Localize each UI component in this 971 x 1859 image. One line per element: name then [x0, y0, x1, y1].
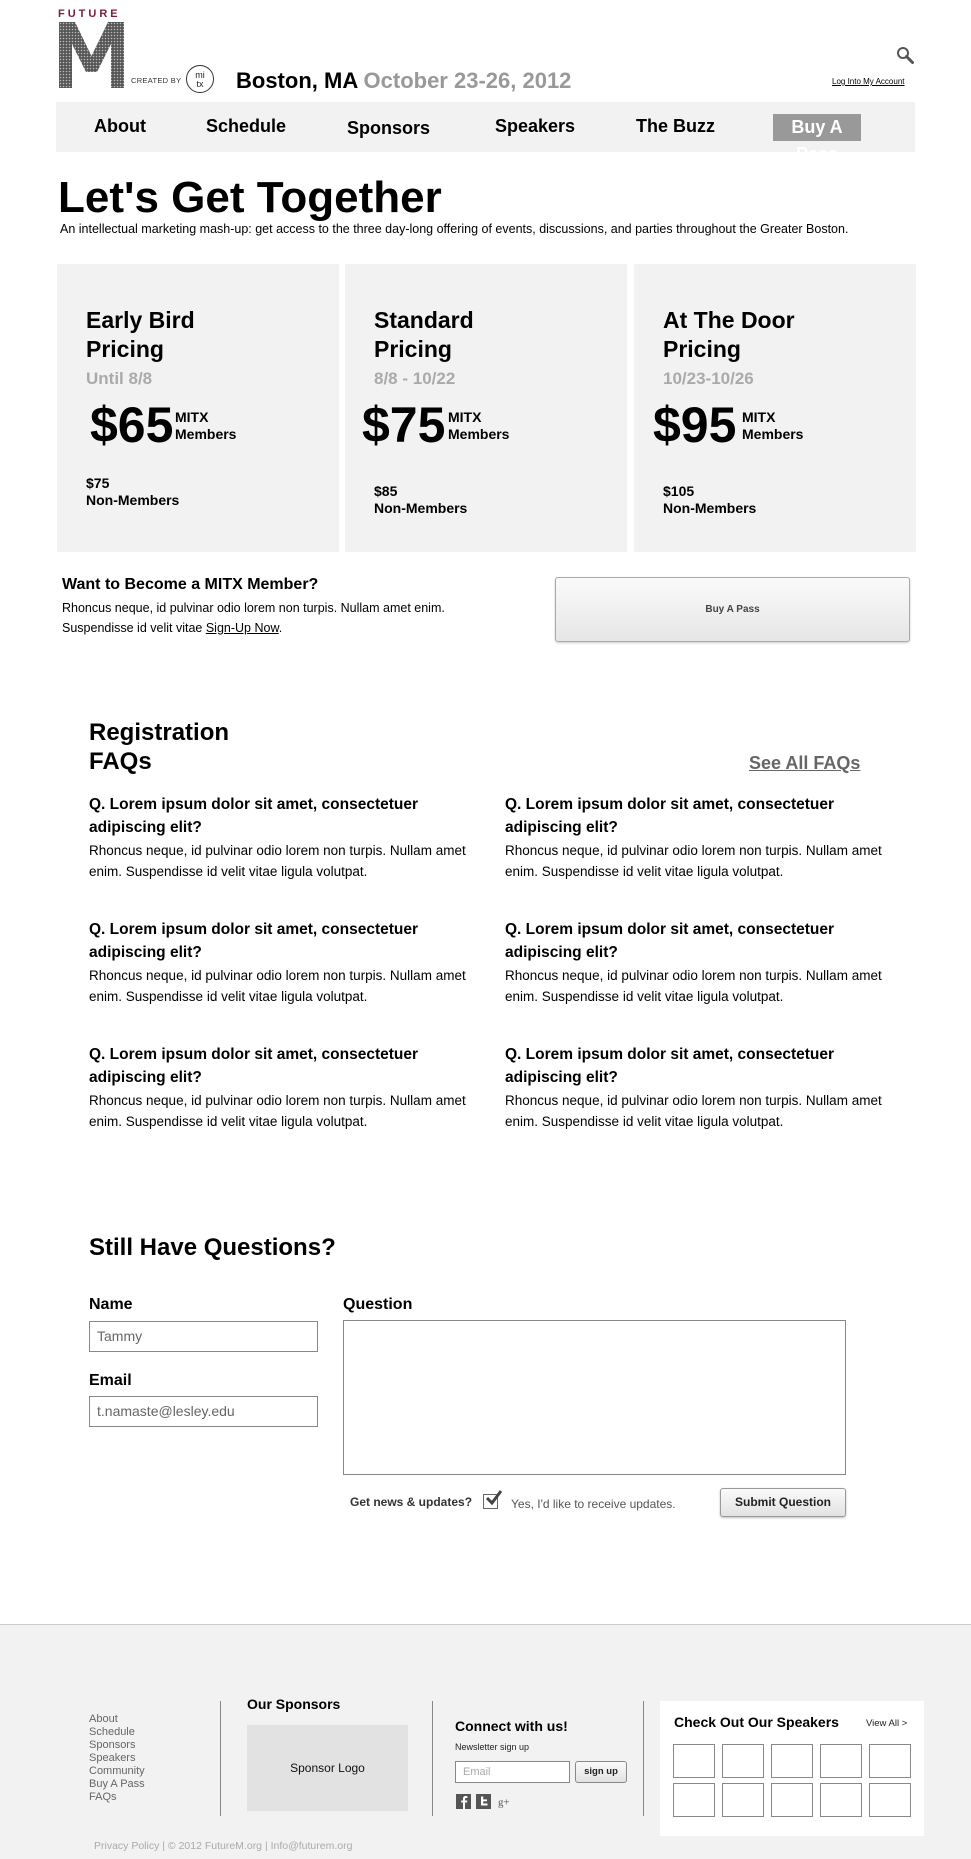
- member-price: $95: [653, 397, 737, 453]
- pricing-card-early-bird: [57, 264, 339, 552]
- footer-link-schedule[interactable]: Schedule: [89, 1726, 135, 1738]
- membership-text: Rhoncus neque, id pulvinar odio lorem non turpis. Nullam amet enim. Suspendisse id velit vitae Sign-Up Now.: [62, 601, 445, 635]
- pricing-card-at-the-door: [634, 264, 916, 552]
- member-price: $75: [362, 397, 446, 453]
- faq-question[interactable]: Q. Lorem ipsum dolor sit amet, consectetuer adipiscing elit?: [505, 1046, 835, 1086]
- nonmember-price: $75 Non-Members: [86, 475, 180, 508]
- signup-link[interactable]: Sign-Up Now: [205, 620, 279, 635]
- buy-pass-button[interactable]: Buy A Pass: [555, 577, 910, 642]
- mitx-logo: mi tx: [186, 65, 214, 93]
- sponsor-logo[interactable]: Sponsor Logo: [247, 1725, 408, 1811]
- nav-item-schedule[interactable]: Schedule: [206, 116, 287, 136]
- faq-answer: Rhoncus neque, id pulvinar odio lorem non turpis. Nullam amet enim. Suspendisse id velit vitae ligula volutpat.: [505, 843, 882, 879]
- faq-question[interactable]: Q. Lorem ipsum dolor sit amet, consectetuer adipiscing elit?: [89, 921, 419, 961]
- faq-answer: Rhoncus neque, id pulvinar odio lorem non turpis. Nullam amet enim. Suspendisse id velit vitae ligula volutpat.: [89, 1093, 466, 1129]
- membership-title: Want to Become a MITX Member?: [62, 576, 319, 593]
- pricing-range: Until 8/8: [86, 369, 153, 388]
- svg-text:g+: g+: [498, 1796, 510, 1809]
- nav-buy-pass-button[interactable]: Buy A Pass: [773, 114, 861, 141]
- newsletter-label: Newsletter sign up: [455, 1742, 530, 1752]
- footer-divider: [220, 1701, 221, 1816]
- member-label: MITX Members: [448, 409, 510, 442]
- login-link[interactable]: Log Into My Account: [832, 77, 905, 86]
- member-label: MITX Members: [742, 409, 804, 442]
- speaker-thumb[interactable]: [771, 1744, 813, 1778]
- member-label: MITX Members: [175, 409, 237, 442]
- faq-question[interactable]: Q. Lorem ipsum dolor sit amet, consectetuer adipiscing elit?: [505, 796, 835, 836]
- faq-answer: Rhoncus neque, id pulvinar odio lorem non turpis. Nullam amet enim. Suspendisse id velit vitae ligula volutpat.: [89, 843, 466, 879]
- event-dates: October 23-26, 2012: [363, 68, 572, 93]
- footer-link-community[interactable]: Community: [89, 1765, 145, 1777]
- footer-divider: [432, 1701, 433, 1816]
- nonmember-price: $85 Non-Members: [374, 483, 468, 516]
- speaker-thumb[interactable]: [820, 1783, 862, 1817]
- name-label: Name: [89, 1296, 133, 1313]
- newsletter-signup-button[interactable]: sign up: [575, 1761, 627, 1783]
- copyright-text: Privacy Policy | © 2012 FutureM.org | Info@futurem.org: [94, 1840, 353, 1852]
- pricing-title: At The Door Pricing: [663, 307, 795, 362]
- speaker-thumb[interactable]: [673, 1783, 715, 1817]
- faq-item: [505, 918, 885, 1007]
- logo-wordmark: FUTURE: [58, 8, 121, 20]
- event-city: Boston, MA: [236, 68, 358, 93]
- pricing-range: 10/23-10/26: [663, 369, 754, 388]
- faq-item: [505, 1043, 885, 1132]
- speaker-thumb[interactable]: [673, 1744, 715, 1778]
- view-all-speakers-link[interactable]: View All >: [866, 1718, 908, 1729]
- site-footer: [0, 1624, 971, 1859]
- faq-title: Registration FAQs: [89, 719, 230, 775]
- speaker-thumb[interactable]: [771, 1783, 813, 1817]
- questions-title: Still Have Questions?: [89, 1234, 336, 1261]
- nav-item-speakers[interactable]: Speakers: [495, 116, 576, 136]
- member-price: $65: [90, 397, 174, 453]
- footer-links: [89, 1713, 145, 1804]
- question-label: Question: [343, 1296, 413, 1313]
- faq-answer: Rhoncus neque, id pulvinar odio lorem non turpis. Nullam amet enim. Suspendisse id velit vitae ligula volutpat.: [505, 968, 882, 1004]
- email-label: Email: [89, 1372, 132, 1389]
- speaker-thumb[interactable]: [869, 1783, 911, 1817]
- nav-item-the-buzz[interactable]: The Buzz: [636, 116, 715, 136]
- email-field[interactable]: t.namaste@lesley.edu: [89, 1396, 318, 1427]
- speaker-thumb[interactable]: [869, 1744, 911, 1778]
- footer-link-faqs[interactable]: FAQs: [89, 1791, 117, 1803]
- search-icon[interactable]: [896, 46, 914, 64]
- speaker-thumb[interactable]: [722, 1744, 764, 1778]
- site-header: [0, 0, 971, 100]
- footer-link-speakers[interactable]: Speakers: [89, 1752, 136, 1764]
- speaker-thumb[interactable]: [722, 1783, 764, 1817]
- pricing-title: Standard Pricing: [374, 307, 474, 362]
- submit-question-button[interactable]: Submit Question: [720, 1488, 846, 1517]
- faq-answer: Rhoncus neque, id pulvinar odio lorem non turpis. Nullam amet enim. Suspendisse id velit vitae ligula volutpat.: [505, 1093, 882, 1129]
- news-updates-option: Yes, I'd like to receive updates.: [511, 1497, 676, 1511]
- page-title: Let's Get Together: [58, 173, 442, 222]
- faq-item: [89, 1043, 469, 1132]
- twitter-icon[interactable]: [476, 1794, 491, 1809]
- question-textarea[interactable]: [343, 1320, 846, 1475]
- footer-divider: [643, 1701, 644, 1816]
- faq-question[interactable]: Q. Lorem ipsum dolor sit amet, consectetuer adipiscing elit?: [89, 1046, 419, 1086]
- footer-link-buy-a-pass[interactable]: Buy A Pass: [89, 1778, 145, 1790]
- see-all-faqs-link[interactable]: See All FAQs: [749, 753, 861, 773]
- speakers-box: [660, 1701, 924, 1836]
- checkmark-icon: [485, 1489, 503, 1507]
- newsletter-email-input[interactable]: Email: [455, 1761, 570, 1783]
- facebook-icon[interactable]: [456, 1794, 471, 1809]
- faq-answer: Rhoncus neque, id pulvinar odio lorem non turpis. Nullam amet enim. Suspendisse id velit vitae ligula volutpat.: [89, 968, 466, 1004]
- logo-m-icon[interactable]: [59, 22, 124, 88]
- created-by-label: CREATED BY: [131, 76, 182, 85]
- footer-link-sponsors[interactable]: Sponsors: [89, 1739, 136, 1751]
- google-plus-icon[interactable]: [498, 1794, 513, 1809]
- footer-link-about[interactable]: About: [89, 1713, 118, 1725]
- pricing-card-standard: [345, 264, 627, 552]
- pricing-range: 8/8 - 10/22: [374, 369, 456, 388]
- intro-text: An intellectual marketing mash-up: get access to the three day-long offering of events, discussions, and parties throughout the Greater Boston.: [60, 222, 849, 236]
- nonmember-price: $105 Non-Members: [663, 483, 757, 516]
- faq-question[interactable]: Q. Lorem ipsum dolor sit amet, consectetuer adipiscing elit?: [89, 796, 419, 836]
- news-updates-label: Get news & updates?: [350, 1495, 473, 1509]
- faq-item: [89, 793, 469, 882]
- name-input[interactable]: Tammy: [89, 1321, 318, 1352]
- faq-item: [89, 918, 469, 1007]
- sponsors-title: Our Sponsors: [247, 1696, 341, 1712]
- event-location-dates: [236, 68, 571, 94]
- speakers-title: Check Out Our Speakers: [674, 1714, 839, 1730]
- main-nav: [56, 102, 915, 164]
- nav-item-about[interactable]: About: [94, 116, 146, 136]
- faq-question[interactable]: Q. Lorem ipsum dolor sit amet, consectetuer adipiscing elit?: [505, 921, 835, 961]
- speaker-thumb[interactable]: [820, 1744, 862, 1778]
- faq-item: [505, 793, 885, 882]
- nav-item-sponsors[interactable]: Sponsors: [347, 118, 431, 138]
- pricing-title: Early Bird Pricing: [86, 307, 195, 362]
- connect-title: Connect with us!: [455, 1718, 568, 1734]
